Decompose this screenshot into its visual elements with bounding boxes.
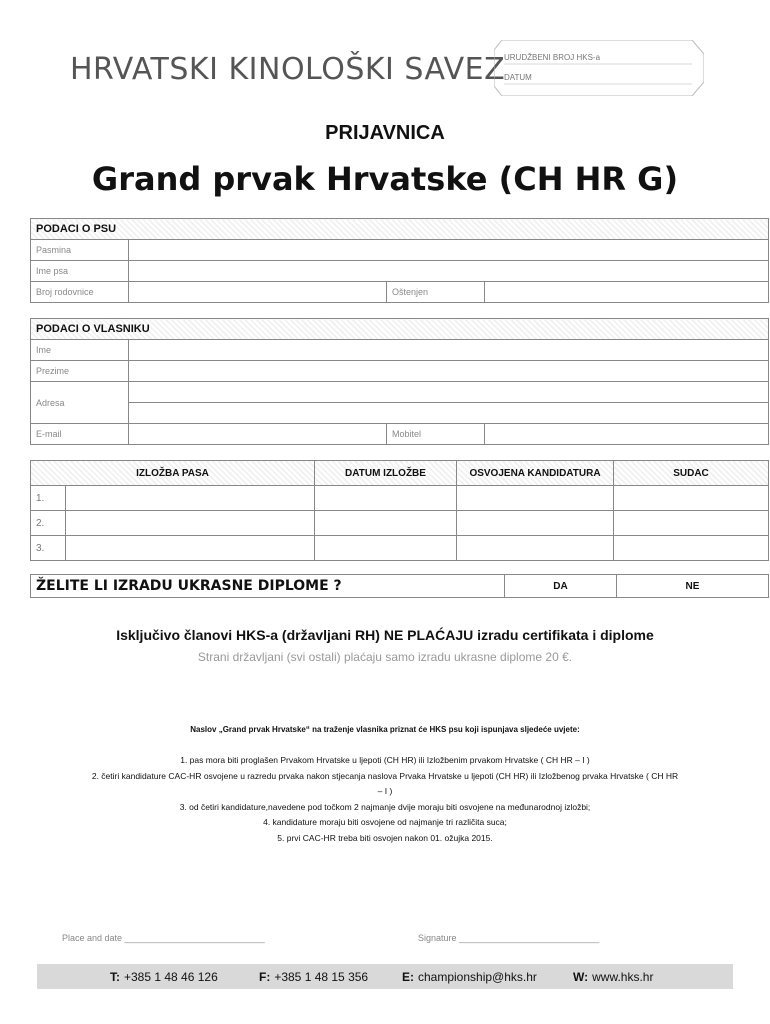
members-note: Isključivo članovi HKS-a (državljani RH) NE PLAĆAJU izradu certifikata i diplome	[116, 627, 654, 643]
breed-field[interactable]	[129, 240, 769, 261]
form-subtitle: Grand prvak Hrvatske (CH HR G)	[91, 160, 679, 198]
form-title: PRIJAVNICA	[325, 122, 445, 144]
footer-phone: T: +385 1 48 46 126	[110, 970, 218, 984]
pedigree-label: Broj rodovnice	[31, 282, 129, 303]
address-field-1[interactable]	[129, 382, 769, 403]
place-date-line[interactable]: Place and date ____________________________	[62, 933, 265, 943]
first-name-label: Ime	[31, 340, 129, 361]
whelped-label: Oštenjen	[387, 282, 485, 303]
stamp-ref-label: URUDŽBENI BROJ HKS-a	[504, 53, 601, 62]
dog-name-label: Ime psa	[31, 261, 129, 282]
condition-item: 4. kandidature moraju biti osvojene od najmanje tri različita suca;	[263, 817, 507, 827]
condition-item: 3. od četiri kandidature,navedene pod točkom 2 najmanje dvije moraju biti osvojene na međunarodnoj izložbi;	[179, 801, 591, 812]
mobile-label: Mobitel	[387, 424, 485, 445]
contact-footer	[37, 964, 733, 989]
owner-section-title: PODACI O VLASNIKU	[31, 319, 769, 340]
conditions-list	[90, 753, 680, 846]
diploma-table	[30, 574, 769, 598]
foreigners-note: Strani državljani (svi ostali) plaćaju samo izradu ukrasne diplome 20 €.	[197, 650, 573, 664]
row-number: 3.	[31, 536, 66, 561]
shows-header-candidacy: OSVOJENA KANDIDATURA	[457, 461, 614, 486]
row-number: 2.	[31, 511, 66, 536]
address-field-2[interactable]	[129, 403, 769, 424]
diploma-yes-option[interactable]: DA	[505, 575, 617, 598]
email-label: E-mail	[31, 424, 129, 445]
condition-item: 1. pas mora biti proglašen Prvakom Hrvatske u ljepoti (CH HR) ili Izložbenim prvakom Hrvatske ( CH HR – I )	[180, 755, 590, 765]
show-field[interactable]	[66, 511, 315, 536]
pedigree-field[interactable]	[129, 282, 387, 303]
signature-line[interactable]: Signature ____________________________	[418, 933, 600, 943]
date-field[interactable]	[315, 486, 457, 511]
conditions-heading: Naslov „Grand prvak Hrvatske“ na traženje vlasnika priznat će HKS psu koji ispunjava sljedeće uvjete:	[190, 725, 580, 734]
date-field[interactable]	[315, 511, 457, 536]
footer-email[interactable]: E: championship@hks.hr	[402, 970, 537, 984]
last-name-field[interactable]	[129, 361, 769, 382]
footer-web[interactable]: W: www.hks.hr	[573, 970, 654, 984]
show-field[interactable]	[66, 536, 315, 561]
judge-field[interactable]	[614, 486, 769, 511]
candidacy-field[interactable]	[457, 486, 614, 511]
dog-data-table	[30, 218, 769, 303]
whelped-field[interactable]	[485, 282, 769, 303]
stamp-frame	[494, 40, 704, 96]
dog-section-title: PODACI O PSU	[31, 219, 769, 240]
shows-header-date: DATUM IZLOŽBE	[315, 461, 457, 486]
condition-item: 2. četiri kandidature CAC-HR osvojene u razredu prvaka nakon stjecanja naslova Prvaka Hrvatske u ljepoti (CH HR) ili Izložbenog prvaka Hrvatske ( CH HR – I )	[91, 770, 679, 796]
shows-table	[30, 460, 769, 561]
shows-header-judge: SUDAC	[614, 461, 769, 486]
dog-name-field[interactable]	[129, 261, 769, 282]
shows-header-show: IZLOŽBA PASA	[31, 461, 315, 486]
footer-fax: F: +385 1 48 15 356	[259, 970, 369, 984]
table-row	[31, 486, 769, 511]
table-row	[31, 536, 769, 561]
email-field[interactable]	[129, 424, 387, 445]
judge-field[interactable]	[614, 511, 769, 536]
candidacy-field[interactable]	[457, 511, 614, 536]
table-row	[31, 511, 769, 536]
candidacy-field[interactable]	[457, 536, 614, 561]
last-name-label: Prezime	[31, 361, 129, 382]
first-name-field[interactable]	[129, 340, 769, 361]
diploma-question: ŽELITE LI IZRADU UKRASNE DIPLOME ?	[31, 575, 505, 598]
judge-field[interactable]	[614, 536, 769, 561]
condition-item: 5. prvi CAC-HR treba biti osvojen nakon 01. ožujka 2015.	[277, 832, 493, 843]
mobile-field[interactable]	[485, 424, 769, 445]
breed-label: Pasmina	[31, 240, 129, 261]
organization-name: HRVATSKI KINOLOŠKI SAVEZ	[70, 52, 506, 87]
show-field[interactable]	[66, 486, 315, 511]
owner-data-table	[30, 318, 769, 445]
diploma-no-option[interactable]: NE	[617, 575, 769, 598]
address-label: Adresa	[31, 382, 129, 424]
stamp-date-label: DATUM	[504, 73, 532, 82]
row-number: 1.	[31, 486, 66, 511]
registry-stamp	[494, 40, 704, 96]
date-field[interactable]	[315, 536, 457, 561]
